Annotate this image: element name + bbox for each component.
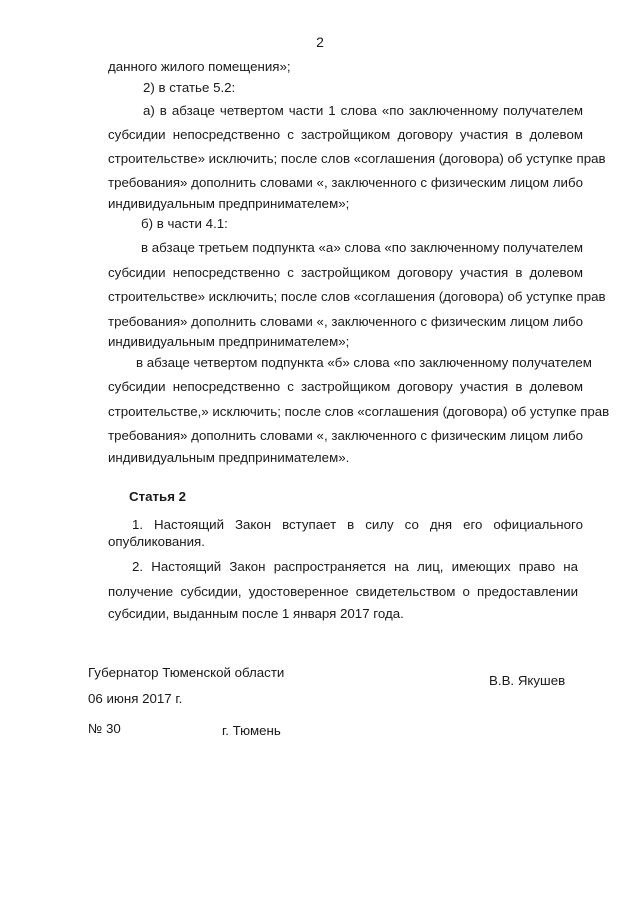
text-line: строительстве» исключить; после слов «соглашения (договора) об уступке прав bbox=[108, 289, 606, 304]
text-line: получение субсидии, удостоверенное свидетельством о предоставлении bbox=[108, 584, 578, 599]
signatory-position: Губернатор Тюменской области bbox=[88, 665, 285, 680]
text-line: индивидуальным предпринимателем»; bbox=[108, 334, 350, 349]
text-line: требования» дополнить словами «, заключенного с физическим лицом либо bbox=[108, 175, 583, 190]
text-line: в абзаце третьем подпункта «а» слова «по заключенному получателем bbox=[141, 240, 583, 255]
text-line: субсидии непосредственно с застройщиком договору участия в долевом bbox=[108, 127, 583, 142]
text-line: требования» дополнить словами «, заключенного с физическим лицом либо bbox=[108, 314, 583, 329]
document-number: № 30 bbox=[88, 721, 121, 736]
text-line: а) в абзаце четвертом части 1 слова «по заключенному получателем bbox=[143, 103, 583, 118]
text-line: субсидии, выданным после 1 января 2017 года. bbox=[108, 606, 404, 621]
text-line: индивидуальным предпринимателем». bbox=[108, 450, 350, 465]
text-line: строительстве,» исключить; после слов «соглашения (договора) об уступке прав bbox=[108, 404, 610, 419]
text-line: данного жилого помещения»; bbox=[108, 59, 291, 74]
text-line: 2. Настоящий Закон распространяется на лиц, имеющих право на bbox=[132, 559, 578, 574]
text-line: 1. Настоящий Закон вступает в силу со дня его официального bbox=[132, 517, 583, 532]
signing-date: 06 июня 2017 г. bbox=[88, 691, 183, 706]
text-line: в абзаце четвертом подпункта «б» слова «по заключенному получателем bbox=[136, 355, 592, 370]
text-line: индивидуальным предпринимателем»; bbox=[108, 196, 350, 211]
signatory-name: В.В. Якушев bbox=[489, 673, 566, 688]
page-number: 2 bbox=[316, 34, 324, 50]
text-line: 2) в статье 5.2: bbox=[143, 80, 236, 95]
text-line: субсидии непосредственно с застройщиком договору участия в долевом bbox=[108, 379, 583, 394]
text-line: субсидии непосредственно с застройщиком договору участия в долевом bbox=[108, 265, 583, 280]
text-line: требования» дополнить словами «, заключенного с физическим лицом либо bbox=[108, 428, 583, 443]
text-line: строительстве» исключить; после слов «соглашения (договора) об уступке прав bbox=[108, 151, 606, 166]
text-line: опубликования. bbox=[108, 534, 205, 549]
signing-city: г. Тюмень bbox=[222, 723, 281, 738]
text-line: б) в части 4.1: bbox=[141, 216, 228, 231]
article-heading: Статья 2 bbox=[129, 489, 187, 504]
